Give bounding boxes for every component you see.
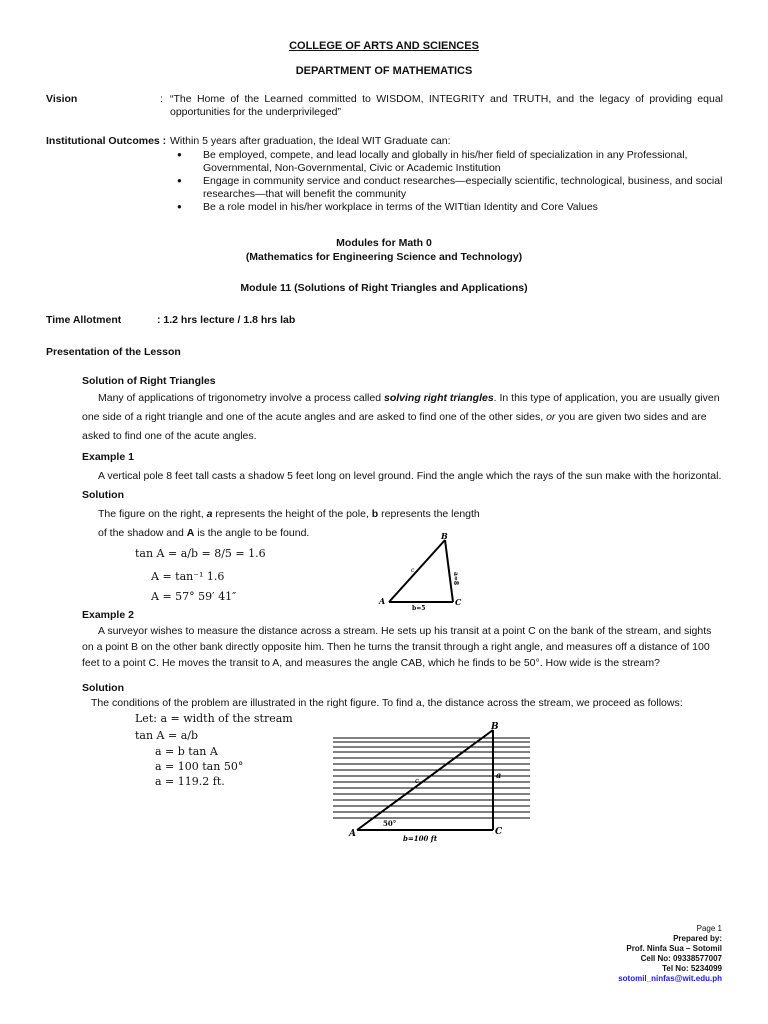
intro-paragraph	[82, 389, 724, 446]
cell-number: Cell No: 09338577007	[640, 954, 722, 963]
text: is the angle to be found.	[194, 527, 310, 539]
fig1-label-b: b=5	[412, 605, 426, 612]
fig2-label-B: B	[491, 722, 499, 732]
vision-text: “The Home of the Learned committed to WISDOM, INTEGRITY and TRUTH, and the legacy of providing equal opportunities for the underprivileged”	[170, 93, 723, 118]
intro-text: you are given two sides and are asked to find one of the acute angles.	[82, 411, 707, 442]
solution-right-triangles-heading: Solution of Right Triangles	[82, 375, 216, 387]
time-label: Time Allotment	[46, 314, 122, 326]
text: represents the length	[378, 508, 480, 520]
fig1-label-C: C	[455, 597, 462, 607]
module-title: Module 11 (Solutions of Right Triangles and Applications)	[240, 282, 528, 294]
example2-intro: The conditions of the problem are illustrated in the right figure. To find a, the distance across the stream, we proceed as follows:	[91, 697, 683, 709]
tel-number: Tel No: 5234099	[662, 964, 722, 973]
fig2-label-angle: 50°	[383, 819, 397, 828]
example2-eq3: a = 100 tan 50°	[155, 760, 244, 773]
email-link[interactable]: sotomil_ninfas@wit.edu.ph	[618, 974, 722, 983]
example1-problem: A vertical pole 8 feet tall casts a shadow 5 feet long on level ground. Find the angle which the rays of the sun make with the horizontal.	[98, 470, 722, 482]
author-name: Prof. Ninfa Sua – Sotomil	[626, 944, 722, 953]
example1-line1	[98, 508, 480, 520]
example1-line2	[98, 527, 309, 539]
fig1-label-c: c	[411, 567, 415, 574]
fig2-label-C: C	[495, 827, 503, 837]
example2-problem: A surveyor wishes to measure the distance across a stream. He sets up his transit at a point C on the bank of the stream, and sights on a point B on the other bank directly opposite him. Then he turns the transit through a right angle, and measures off a distance of 100 feet to a point C. He moves the transit to A, and measures the angle CAB, which he finds to be 50°. How wide is the stream?	[82, 625, 712, 669]
text: The figure on the right,	[98, 508, 207, 520]
outcomes-list	[186, 149, 726, 215]
intro-text: . In this type of application, you are usually given one side of a right triangle and one of the acute angles and are asked to find one of the other sides,	[82, 392, 720, 423]
pole-line	[445, 540, 453, 602]
example2-let: Let: a = width of the stream	[135, 712, 293, 725]
stream-figure	[325, 720, 535, 845]
hypotenuse-line	[389, 540, 445, 602]
example1-solution-heading: Solution	[82, 489, 124, 501]
intro-emphasis: solving right triangles	[383, 392, 494, 404]
time-value: : 1.2 hrs lecture / 1.8 hrs lab	[157, 314, 296, 326]
var-A: A	[186, 527, 195, 539]
fig1-label-B: B	[441, 532, 448, 541]
college-title: COLLEGE OF ARTS AND SCIENCES	[289, 40, 479, 52]
example1-eq2: A = tan⁻¹ 1.6	[151, 570, 225, 583]
text: of the shadow and	[98, 527, 187, 539]
outcome-item: ● Be employed, compete, and lead locally and globally in his/her field of specialization in any Professional, Governmental, Non-Governmental, Civic or Academic Institution	[186, 149, 726, 174]
example1-heading: Example 1	[82, 451, 134, 463]
outcomes-intro: Within 5 years after graduation, the Ideal WIT Graduate can:	[170, 135, 451, 147]
outcome-item: ● Engage in community service and conduct researches—especially scientific, technological, business, and social researches—that will benefit the community	[186, 175, 726, 200]
fig2-label-a: a	[496, 770, 502, 780]
example1-eq3: A = 57° 59′ 41″	[151, 590, 237, 603]
fig2-label-b: b=100 ft	[403, 834, 438, 843]
example2-eq4: a = 119.2 ft.	[155, 775, 225, 788]
example2-solution-heading: Solution	[82, 682, 124, 694]
var-a: a	[206, 508, 213, 520]
example2-eq2: a = b tan A	[155, 745, 218, 758]
var-b: b	[371, 508, 379, 520]
footer	[618, 924, 722, 984]
example1-eq1: tan A = a/b = 8/5 = 1.6	[135, 547, 266, 560]
modules-subtitle: (Mathematics for Engineering Science and Technology)	[245, 251, 523, 263]
prepared-by: Prepared by:	[673, 934, 722, 943]
intro-text: Many of applications of trigonometry involve a process called	[98, 392, 384, 404]
vision-colon: :	[160, 93, 163, 105]
modules-title: Modules for Math 0	[336, 237, 432, 249]
text: represents the height of the pole,	[212, 508, 372, 520]
presentation-heading: Presentation of the Lesson	[46, 346, 181, 358]
department-title: DEPARTMENT OF MATHEMATICS	[295, 65, 473, 77]
fig2-label-A: A	[349, 829, 356, 839]
outcome-item: ● Be a role model in his/her workplace in terms of the WITtian Identity and Core Values	[186, 201, 726, 214]
page-number: Page 1	[696, 924, 722, 933]
fig2-label-c: c	[415, 777, 419, 785]
intro-or: or	[546, 411, 556, 423]
outcomes-label: Institutional Outcomes :	[46, 135, 167, 147]
fig1-label-a: a=8	[452, 572, 459, 586]
sight-line	[357, 730, 493, 830]
fig1-label-A: A	[379, 596, 386, 606]
triangle-figure-1	[375, 532, 475, 612]
vision-label: Vision	[46, 93, 78, 105]
example2-eq1: tan A = a/b	[135, 729, 199, 742]
example2-heading: Example 2	[82, 609, 134, 621]
